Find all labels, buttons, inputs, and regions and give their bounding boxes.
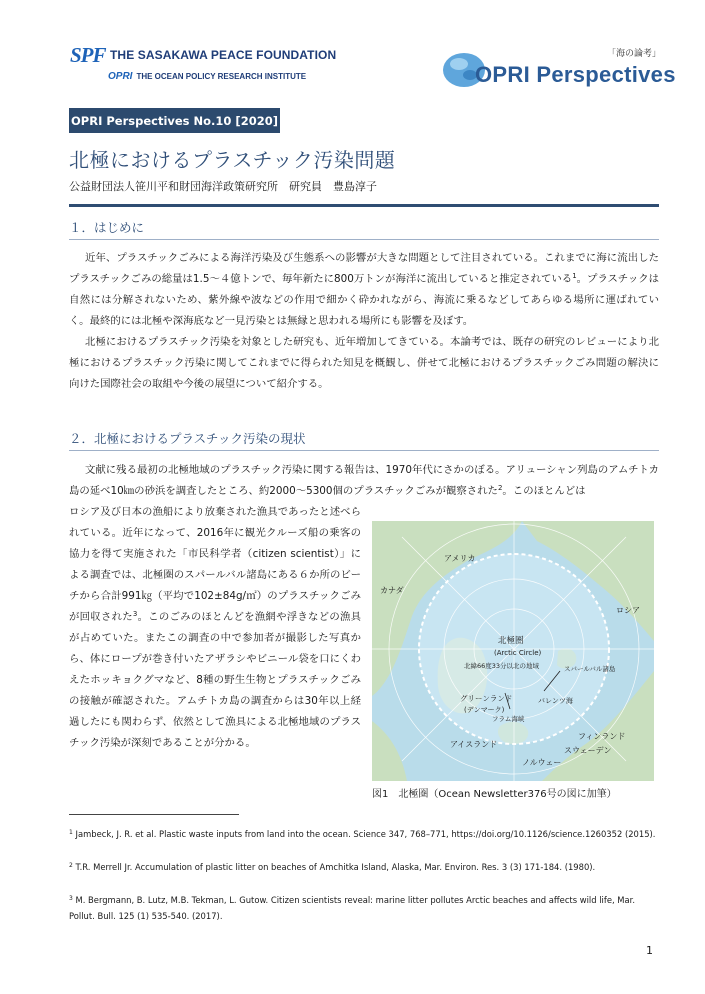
map-label-greenland-sub: (デンマーク) [464, 706, 505, 714]
map-label-norway: ノルウェー [522, 758, 562, 767]
title-divider [69, 204, 659, 207]
footnote-divider [69, 814, 239, 815]
map-label-greenland: グリーンランド [460, 694, 513, 703]
footnote-1: $^1$ Jambeck, J. R. et al. Plastic waste inputs from land into the ocean. Science 347, 768–771, https://doi.org/10.1126/science.1260352 (2015). [69, 829, 656, 839]
opri-perspectives-brand [441, 44, 676, 90]
series-kanji: 「海の論考」 [606, 49, 661, 59]
intro-paragraph-1: 近年、プラスチックごみによる海洋汚染及び生態系への影響が大きな問題として注目されている。これまでに海に流出したプラスチックごみの総量は1.5～４億トンで、毎年新たに800万トンが海洋に流出していると推定されている$^1$。プラスチックは自然には分解されないため、紫外線や波などの作用で細かく砕かれながら、海流に乗るなどしてあらゆる場所に運ばれていく。最終的には北極や深海底など一見汚染とは無縁と思われる場所にも影響を及ぼす。 [69, 252, 659, 327]
map-label-america: アメリカ [444, 554, 476, 563]
map-label-circle-note: 北緯66度33分以北の地域 [464, 662, 540, 670]
spf-logo: SPF [70, 42, 106, 67]
foundation-logo-block [70, 44, 370, 84]
page-number: 1 [646, 944, 653, 957]
section-divider [69, 450, 659, 451]
footnote-3: $^3$ M. Bergmann, B. Lutz, M.B. Tekman, L. Gutow. Citizen scientists reveal: marine litter pollutes Arctic beaches and affects wild life, Mar. Pollut. Bull. 125 (1) 535-540. (2017). [69, 895, 635, 921]
map-label-canada: カナダ [380, 586, 404, 595]
brand-title: OPRI Perspectives [475, 62, 676, 87]
issue-tag: OPRI Perspectives No.10 [2020] [69, 108, 280, 133]
map-label-russia: ロシア [616, 606, 640, 615]
opri-logo: OPRI [108, 70, 133, 82]
intro-paragraph-2: 北極におけるプラスチック汚染を対象とした研究も、近年増加してきている。本論考では、既存の研究のレビューにより北極におけるプラスチック汚染に関してこれまでに得られた知見を概観し、併せて北極におけるプラスチックごみ問題の解決に向けた国際社会の取組や今後の展望について紹介する。 [69, 336, 659, 390]
section-heading-status: ２．北極におけるプラスチック汚染の現状 [69, 431, 306, 446]
section-heading-intro: １．はじめに [69, 220, 145, 235]
map-label-fram: フラム海峡 [492, 715, 525, 723]
map-label-svalbard: スバールバル諸島 [564, 665, 616, 673]
footnote-2: $^2$ T.R. Merrell Jr. Accumulation of plastic litter on beaches of Amchitka Island, Alaska, Mar. Environ. Res. 3 (3) 171-184. (1980). [69, 862, 596, 872]
institute-name: THE OCEAN POLICY RESEARCH INSTITUTE [136, 71, 307, 81]
map-label-barents: バレンツ海 [538, 697, 573, 705]
page-title: 北極におけるプラスチック汚染問題 [69, 148, 396, 172]
map-label-finland: フィンランド [578, 732, 626, 741]
status-paragraph-wrap: ロシア及び日本の漁船により放棄された漁具であったと述べられている。近年になって、2016年に観光クルーズ船の乗客の協力を得て実施された「市民科学者（citizen scientist）」による調査では、北極圏のスパールバル諸島にある６か所のビーチから合計991㎏（平均で102±84g/㎡）のプラスチックごみが回収された$^3$。このごみのほとんどを漁網や浮きなどの漁具が占めていた。またこの調査の中で参加者が撮影した写真から、体にロープが巻き付いたアザラシやビニール袋を口にくわえたホッキョクグマなど、8種の野生生物とプラスチックごみの接触が確認された。アムチトカ島の調査からは30年以上経過したにも関わらず、依然として漁具による北極地域のプラスチック汚染が深刻であることが分かる。 [69, 506, 362, 749]
map-label-sweden: スウェーデン [564, 746, 612, 755]
map-label-circle-en: (Arctic Circle) [494, 649, 542, 657]
status-paragraph-intro: 文献に残る最初の北極地域のプラスチック汚染に関する報告は、1970年代にさかのぼる。アリューシャン列島のアムチトカ島の延べ10㎞の砂浜を調査したところ、約2000～5300個のプラスチックごみが観察された$^2$。このほとんどは [69, 464, 659, 497]
arctic-map [372, 521, 654, 781]
map-label-iceland: アイスランド [450, 740, 498, 749]
section-divider [69, 239, 659, 240]
map-label-circle-title: 北極圏 [498, 636, 524, 646]
author-line: 公益財団法人笹川平和財団海洋政策研究所 研究員 豊島淳子 [69, 180, 377, 193]
foundation-name: THE SASAKAWA PEACE FOUNDATION [110, 48, 337, 62]
figure-caption: 図1 北極圏（Ocean Newsletter376号の図に加筆） [372, 789, 617, 800]
